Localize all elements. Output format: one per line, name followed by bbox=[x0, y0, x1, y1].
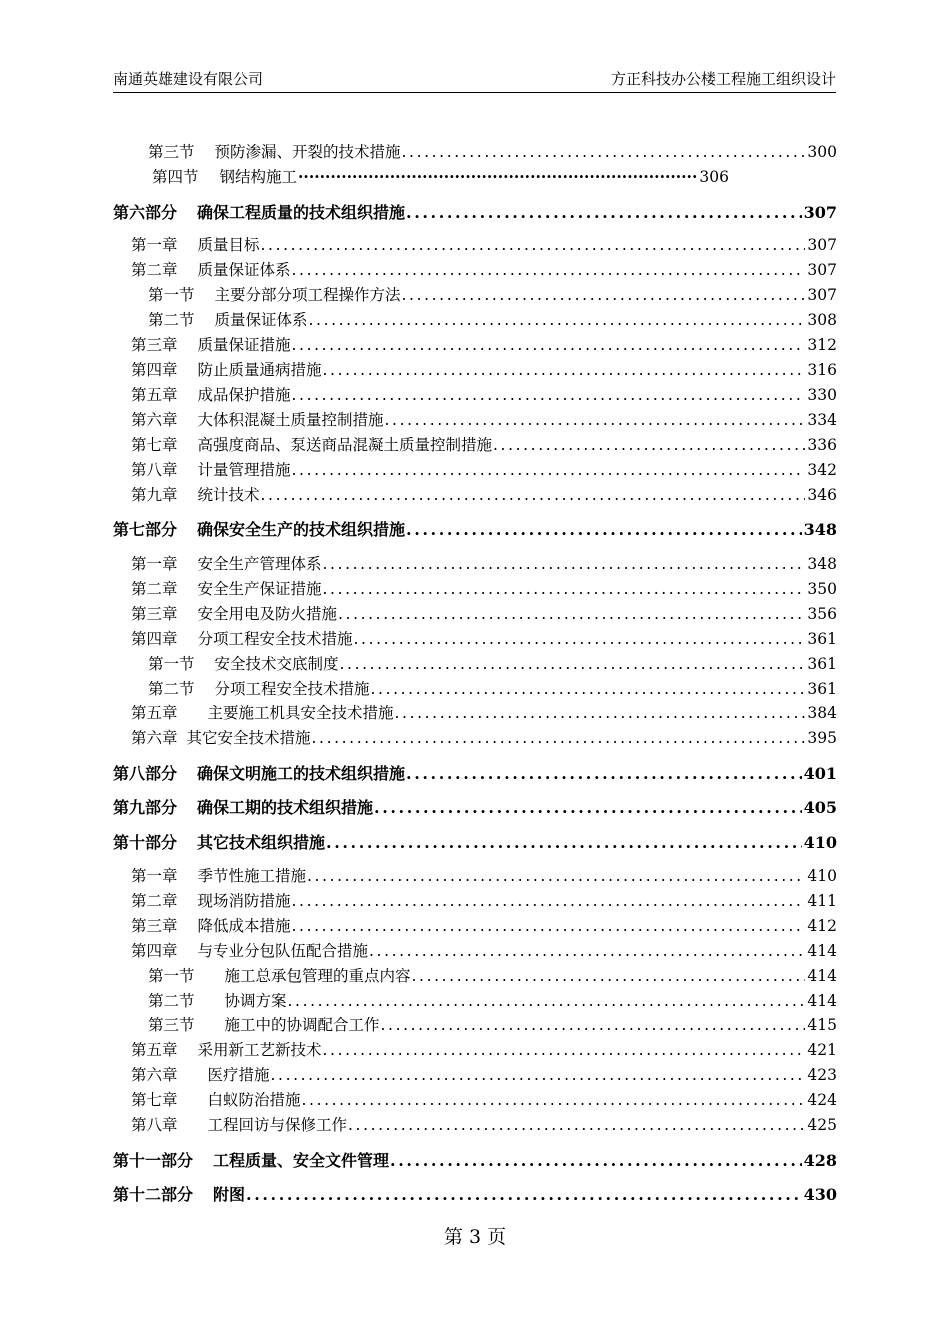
toc-section-entry[interactable] bbox=[113, 140, 837, 164]
toc-entry-page: 300 bbox=[807, 143, 837, 161]
toc-entry-title: 确保工程质量的技术组织措施 bbox=[197, 203, 406, 222]
toc-entry-title: 降低成本措施 bbox=[197, 917, 291, 935]
toc-chapter-entry[interactable] bbox=[113, 408, 837, 432]
toc-entry-number: 第八部分 bbox=[113, 764, 178, 783]
toc-entry-number: 第三节 bbox=[148, 143, 195, 161]
toc-entry-number: 第七部分 bbox=[113, 520, 178, 539]
toc-entry-number: 第七章 bbox=[131, 436, 178, 454]
toc-entry-number: 第二章 bbox=[131, 892, 178, 910]
toc-dot-leader bbox=[261, 486, 806, 504]
toc-entry-title: 施工中的协调配合工作 bbox=[224, 1016, 380, 1034]
toc-entry-number: 第一章 bbox=[131, 867, 178, 885]
toc-entry-page: 307 bbox=[807, 286, 837, 304]
toc-entry-number: 第四节 bbox=[152, 168, 199, 186]
toc-dot-leader bbox=[406, 520, 802, 539]
document-title: 方正科技办公楼工程施工组织设计 bbox=[610, 70, 836, 88]
toc-entry-number: 第四章 bbox=[131, 942, 178, 960]
toc-entry-page: 421 bbox=[807, 1041, 837, 1059]
toc-section-entry[interactable] bbox=[113, 964, 837, 988]
toc-entry-page: 423 bbox=[807, 1066, 837, 1084]
toc-dot-leader bbox=[323, 555, 806, 573]
toc-entry-number: 第四章 bbox=[131, 630, 178, 648]
page-header bbox=[113, 66, 836, 93]
toc-chapter-entry[interactable] bbox=[113, 483, 837, 507]
toc-entry-number: 第六章 bbox=[131, 411, 178, 429]
toc-dot-leader bbox=[374, 798, 802, 817]
toc-entry-page: 307 bbox=[807, 236, 837, 254]
toc-chapter-entry[interactable] bbox=[113, 889, 837, 913]
toc-entry-number: 第六章 bbox=[131, 729, 178, 747]
toc-entry-number: 第二节 bbox=[148, 992, 195, 1010]
toc-entry-page: 307 bbox=[803, 203, 837, 222]
toc-dot-leader bbox=[261, 236, 806, 254]
toc-entry-page: 330 bbox=[807, 386, 837, 404]
toc-dot-leader bbox=[298, 167, 697, 186]
toc-dot-leader bbox=[406, 203, 802, 222]
toc-entry-title: 安全技术交底制度 bbox=[214, 655, 339, 673]
toc-entry-title: 与专业分包队伍配合措施 bbox=[197, 942, 369, 960]
toc-entry-number: 第四章 bbox=[131, 361, 178, 379]
toc-part-entry[interactable] bbox=[113, 795, 837, 819]
toc-entry-title: 工程质量、安全文件管理 bbox=[213, 1151, 390, 1170]
toc-dot-leader bbox=[390, 1151, 802, 1170]
toc-entry-page: 414 bbox=[807, 967, 837, 985]
toc-entry-number: 第三章 bbox=[131, 605, 178, 623]
toc-entry-number: 第一节 bbox=[148, 655, 195, 673]
toc-dot-leader bbox=[340, 655, 806, 673]
toc-dot-leader bbox=[412, 967, 806, 985]
toc-entry-title: 白蚁防治措施 bbox=[207, 1091, 301, 1109]
toc-chapter-entry[interactable] bbox=[113, 602, 837, 626]
toc-entry-number: 第二章 bbox=[131, 261, 178, 279]
toc-entry-page: 410 bbox=[807, 867, 837, 885]
toc-dot-leader bbox=[402, 286, 806, 304]
toc-section-entry[interactable] bbox=[113, 652, 837, 676]
toc-entry-page: 350 bbox=[807, 580, 837, 598]
toc-section-entry[interactable] bbox=[113, 165, 729, 189]
toc-section-entry[interactable] bbox=[113, 677, 837, 701]
toc-entry-title: 预防渗漏、开裂的技术措施 bbox=[214, 143, 401, 161]
toc-entry-title: 计量管理措施 bbox=[197, 461, 291, 479]
toc-dot-leader bbox=[292, 892, 806, 910]
toc-dot-leader bbox=[493, 436, 805, 454]
toc-entry-title: 其它技术组织措施 bbox=[197, 833, 326, 852]
toc-chapter-entry[interactable] bbox=[113, 458, 837, 482]
toc-part-entry[interactable] bbox=[113, 1182, 837, 1206]
toc-entry-page: 348 bbox=[803, 520, 837, 539]
toc-dot-leader bbox=[338, 605, 805, 623]
toc-chapter-entry[interactable] bbox=[113, 726, 837, 750]
toc-entry-number: 第十二部分 bbox=[113, 1185, 194, 1204]
toc-entry-title: 医疗措施 bbox=[207, 1066, 270, 1084]
toc-entry-title: 防止质量通病措施 bbox=[197, 361, 322, 379]
toc-entry-page: 430 bbox=[803, 1185, 837, 1204]
toc-entry-page: 415 bbox=[807, 1016, 837, 1034]
toc-dot-leader bbox=[292, 336, 806, 354]
toc-entry-number: 第五章 bbox=[131, 386, 178, 404]
toc-dot-leader bbox=[288, 992, 806, 1010]
toc-entry-title: 高强度商品、泵送商品混凝土质量控制措施 bbox=[197, 436, 493, 454]
toc-entry-page: 361 bbox=[807, 655, 837, 673]
toc-chapter-entry[interactable] bbox=[113, 383, 837, 407]
toc-chapter-entry[interactable] bbox=[113, 1113, 837, 1137]
toc-dot-leader bbox=[323, 361, 806, 379]
toc-entry-number: 第九部分 bbox=[113, 798, 178, 817]
toc-dot-leader bbox=[402, 143, 806, 161]
toc-chapter-entry[interactable] bbox=[113, 577, 837, 601]
toc-entry-number: 第九章 bbox=[131, 486, 178, 504]
toc-dot-leader bbox=[309, 311, 806, 329]
toc-part-entry[interactable] bbox=[113, 517, 837, 541]
toc-entry-title: 协调方案 bbox=[224, 992, 287, 1010]
toc-part-entry[interactable] bbox=[113, 200, 837, 224]
toc-entry-number: 第二节 bbox=[148, 311, 195, 329]
toc-entry-number: 第五章 bbox=[131, 1041, 178, 1059]
toc-entry-page: 308 bbox=[807, 311, 837, 329]
toc-entry-number: 第一节 bbox=[148, 967, 195, 985]
toc-chapter-entry[interactable] bbox=[113, 627, 837, 651]
toc-entry-title: 分项工程安全技术措施 bbox=[214, 680, 370, 698]
toc-entry-number: 第一节 bbox=[148, 286, 195, 304]
toc-entry-page: 414 bbox=[807, 992, 837, 1010]
toc-entry-page: 346 bbox=[807, 486, 837, 504]
toc-dot-leader bbox=[292, 386, 806, 404]
toc-dot-leader bbox=[354, 630, 806, 648]
toc-entry-number: 第一章 bbox=[131, 236, 178, 254]
toc-entry-number: 第三章 bbox=[131, 917, 178, 935]
toc-entry-page: 312 bbox=[807, 336, 837, 354]
toc-entry-title: 安全用电及防火措施 bbox=[197, 605, 338, 623]
toc-entry-number: 第十部分 bbox=[113, 833, 178, 852]
toc-entry-number: 第二章 bbox=[131, 580, 178, 598]
toc-chapter-entry[interactable] bbox=[113, 914, 837, 938]
page-number: 第 3 页 bbox=[443, 1226, 507, 1248]
toc-entry-number: 第一章 bbox=[131, 555, 178, 573]
company-name: 南通英雄建设有限公司 bbox=[113, 70, 264, 88]
toc-entry-title: 成品保护措施 bbox=[197, 386, 291, 404]
toc-entry-title: 安全生产保证措施 bbox=[197, 580, 322, 598]
toc-dot-leader bbox=[395, 704, 806, 722]
toc-dot-leader bbox=[292, 461, 806, 479]
toc-entry-number: 第六部分 bbox=[113, 203, 178, 222]
toc-entry-title: 施工总承包管理的重点内容 bbox=[224, 967, 411, 985]
toc-chapter-entry[interactable] bbox=[113, 258, 837, 282]
toc-dot-leader bbox=[371, 680, 806, 698]
toc-entry-page: 425 bbox=[807, 1116, 837, 1134]
toc-entry-page: 401 bbox=[803, 764, 837, 783]
toc-entry-number: 第五章 bbox=[131, 704, 178, 722]
toc-entry-page: 316 bbox=[807, 361, 837, 379]
toc-entry-page: 356 bbox=[807, 605, 837, 623]
toc-dot-leader bbox=[326, 833, 802, 852]
toc-entry-page: 348 bbox=[807, 555, 837, 573]
toc-entry-title: 大体积混凝土质量控制措施 bbox=[197, 411, 384, 429]
toc-entry-number: 第二节 bbox=[148, 680, 195, 698]
toc-dot-leader bbox=[246, 1185, 802, 1204]
toc-entry-title: 安全生产管理体系 bbox=[197, 555, 322, 573]
toc-dot-leader bbox=[406, 764, 802, 783]
toc-dot-leader bbox=[323, 580, 806, 598]
toc-entry-page: 342 bbox=[807, 461, 837, 479]
toc-entry-title: 附图 bbox=[213, 1185, 246, 1204]
toc-entry-title: 质量目标 bbox=[197, 236, 260, 254]
toc-part-entry[interactable] bbox=[113, 1148, 837, 1172]
toc-entry-page: 411 bbox=[807, 892, 837, 910]
toc-entry-page: 424 bbox=[807, 1091, 837, 1109]
toc-dot-leader bbox=[302, 1091, 806, 1109]
toc-dot-leader bbox=[271, 1066, 806, 1084]
toc-entry-title: 质量保证体系 bbox=[214, 311, 308, 329]
toc-entry-page: 306 bbox=[699, 168, 729, 186]
toc-entry-page: 361 bbox=[807, 680, 837, 698]
toc-section-entry[interactable] bbox=[113, 989, 837, 1013]
toc-chapter-entry[interactable] bbox=[113, 939, 837, 963]
toc-chapter-entry[interactable] bbox=[113, 1088, 837, 1112]
toc-dot-leader bbox=[348, 1116, 805, 1134]
toc-entry-page: 307 bbox=[807, 261, 837, 279]
toc-entry-page: 361 bbox=[807, 630, 837, 648]
toc-chapter-entry[interactable] bbox=[113, 1038, 837, 1062]
toc-entry-page: 428 bbox=[803, 1151, 837, 1170]
toc-entry-number: 第八章 bbox=[131, 1116, 178, 1134]
toc-entry-number: 第三节 bbox=[148, 1016, 195, 1034]
toc-chapter-entry[interactable] bbox=[113, 358, 837, 382]
toc-entry-title: 质量保证措施 bbox=[197, 336, 291, 354]
toc-entry-page: 405 bbox=[803, 798, 837, 817]
toc-entry-title: 工程回访与保修工作 bbox=[207, 1116, 348, 1134]
toc-entry-page: 410 bbox=[803, 833, 837, 852]
toc-chapter-entry[interactable] bbox=[113, 552, 837, 576]
toc-entry-number: 第八章 bbox=[131, 461, 178, 479]
toc-entry-title: 采用新工艺新技术 bbox=[197, 1041, 322, 1059]
toc-dot-leader bbox=[385, 411, 806, 429]
toc-entry-page: 414 bbox=[807, 942, 837, 960]
toc-entry-page: 395 bbox=[807, 729, 837, 747]
toc-entry-title: 钢结构施工 bbox=[219, 168, 298, 186]
toc-entry-title: 主要施工机具安全技术措施 bbox=[207, 704, 394, 722]
toc-section-entry[interactable] bbox=[113, 283, 837, 307]
toc-entry-page: 336 bbox=[807, 436, 837, 454]
toc-dot-leader bbox=[292, 917, 806, 935]
toc-entry-title: 现场消防措施 bbox=[197, 892, 291, 910]
toc-entry-page: 412 bbox=[807, 917, 837, 935]
toc-dot-leader bbox=[369, 942, 805, 960]
toc-chapter-entry[interactable] bbox=[113, 1063, 837, 1087]
toc-part-entry[interactable] bbox=[113, 830, 837, 854]
toc-dot-leader bbox=[292, 261, 806, 279]
toc-part-entry[interactable] bbox=[113, 761, 837, 785]
toc-chapter-entry[interactable] bbox=[113, 864, 837, 888]
toc-entry-title: 确保文明施工的技术组织措施 bbox=[197, 764, 406, 783]
toc-entry-number: 第三章 bbox=[131, 336, 178, 354]
toc-chapter-entry[interactable] bbox=[113, 233, 837, 257]
toc-entry-page: 384 bbox=[807, 704, 837, 722]
toc-entry-title: 质量保证体系 bbox=[197, 261, 291, 279]
toc-entry-title: 主要分部分项工程操作方法 bbox=[214, 286, 401, 304]
toc-entry-page: 334 bbox=[807, 411, 837, 429]
toc-section-entry[interactable] bbox=[113, 1013, 837, 1037]
toc-chapter-entry[interactable] bbox=[113, 433, 837, 457]
toc-entry-title: 确保安全生产的技术组织措施 bbox=[197, 520, 406, 539]
toc-entry-number: 第十一部分 bbox=[113, 1151, 194, 1170]
toc-dot-leader bbox=[307, 867, 805, 885]
toc-chapter-entry[interactable] bbox=[113, 701, 837, 725]
toc-entry-title: 其它安全技术措施 bbox=[186, 729, 311, 747]
toc-entry-title: 确保工期的技术组织措施 bbox=[197, 798, 374, 817]
toc-chapter-entry[interactable] bbox=[113, 333, 837, 357]
toc-dot-leader bbox=[312, 729, 806, 747]
toc-entry-number: 第七章 bbox=[131, 1091, 178, 1109]
toc-entry-title: 季节性施工措施 bbox=[197, 867, 307, 885]
toc-entry-number: 第六章 bbox=[131, 1066, 178, 1084]
toc-dot-leader bbox=[323, 1041, 806, 1059]
toc-dot-leader bbox=[381, 1016, 806, 1034]
toc-section-entry[interactable] bbox=[113, 308, 837, 332]
toc-entry-title: 分项工程安全技术措施 bbox=[197, 630, 353, 648]
toc-entry-title: 统计技术 bbox=[197, 486, 260, 504]
